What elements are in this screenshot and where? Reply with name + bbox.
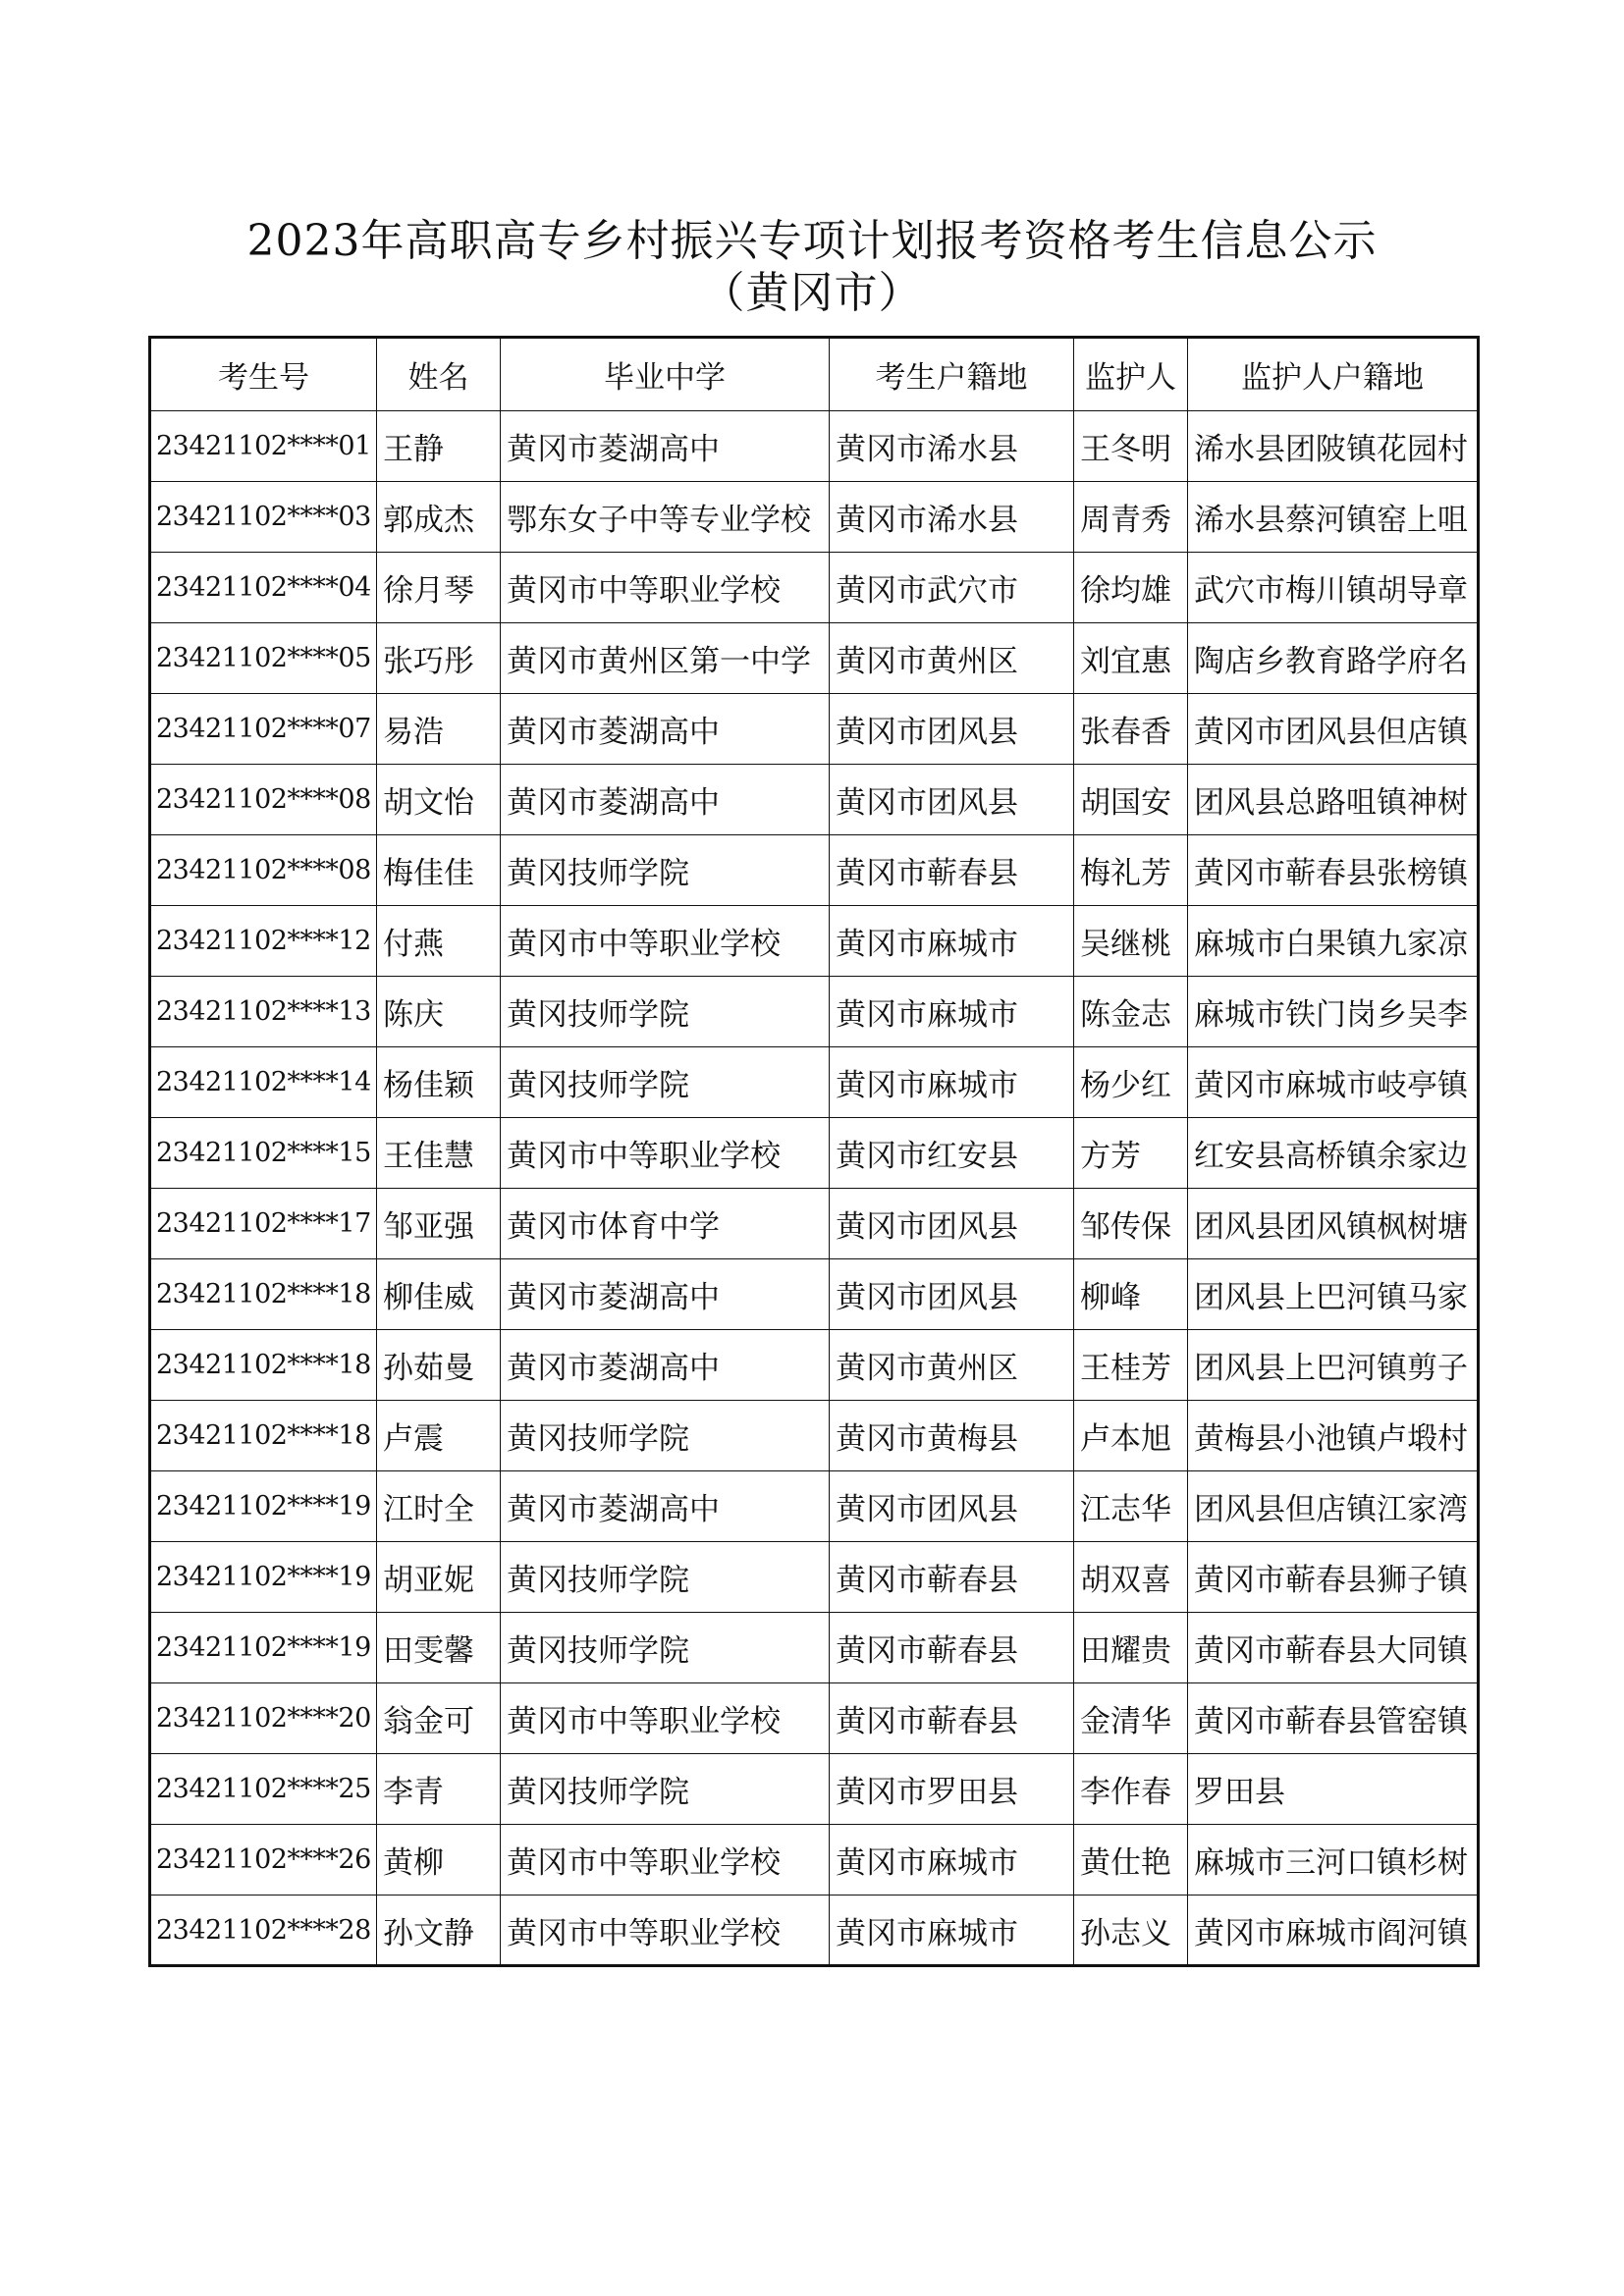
cell-guardian-registration: 浠水县蔡河镇窑上咀	[1188, 482, 1479, 553]
cell-household-registration: 黄冈市黄州区	[830, 1330, 1074, 1401]
cell-guardian-registration: 红安县高桥镇余家边	[1188, 1118, 1479, 1189]
cell-school: 黄冈市中等职业学校	[501, 553, 830, 623]
cell-candidate-id: 23421102****20	[150, 1683, 377, 1754]
cell-guardian: 杨少红	[1074, 1047, 1188, 1118]
cell-guardian: 王冬明	[1074, 411, 1188, 482]
cell-school: 鄂东女子中等专业学校	[501, 482, 830, 553]
table-row	[150, 1401, 1479, 1471]
cell-school: 黄冈技师学院	[501, 835, 830, 906]
table-row	[150, 1825, 1479, 1896]
table-row	[150, 1542, 1479, 1613]
header-household-registration: 考生户籍地	[830, 338, 1074, 411]
cell-household-registration: 黄冈市麻城市	[830, 1047, 1074, 1118]
cell-name: 陈庆	[377, 977, 501, 1047]
cell-name: 张巧彤	[377, 623, 501, 694]
cell-guardian-registration: 黄冈市蕲春县管窑镇	[1188, 1683, 1479, 1754]
cell-guardian: 田耀贵	[1074, 1613, 1188, 1683]
candidate-table	[148, 336, 1480, 1967]
cell-school: 黄冈市黄州区第一中学	[501, 623, 830, 694]
table-row	[150, 1259, 1479, 1330]
cell-school: 黄冈市中等职业学校	[501, 906, 830, 977]
cell-candidate-id: 23421102****14	[150, 1047, 377, 1118]
cell-guardian: 孙志义	[1074, 1896, 1188, 1966]
cell-guardian-registration: 黄冈市蕲春县大同镇	[1188, 1613, 1479, 1683]
cell-household-registration: 黄冈市团风县	[830, 694, 1074, 765]
cell-name: 孙茹曼	[377, 1330, 501, 1401]
cell-guardian-registration: 武穴市梅川镇胡导章	[1188, 553, 1479, 623]
cell-household-registration: 黄冈市蕲春县	[830, 835, 1074, 906]
cell-school: 黄冈市菱湖高中	[501, 765, 830, 835]
cell-candidate-id: 23421102****01	[150, 411, 377, 482]
header-candidate-id: 考生号	[150, 338, 377, 411]
cell-guardian-registration: 陶店乡教育路学府名	[1188, 623, 1479, 694]
cell-school: 黄冈市体育中学	[501, 1189, 830, 1259]
cell-guardian: 柳峰	[1074, 1259, 1188, 1330]
cell-candidate-id: 23421102****07	[150, 694, 377, 765]
cell-school: 黄冈技师学院	[501, 1754, 830, 1825]
table-row	[150, 906, 1479, 977]
cell-school: 黄冈市中等职业学校	[501, 1118, 830, 1189]
cell-school: 黄冈市菱湖高中	[501, 1471, 830, 1542]
cell-name: 易浩	[377, 694, 501, 765]
cell-name: 梅佳佳	[377, 835, 501, 906]
cell-candidate-id: 23421102****26	[150, 1825, 377, 1896]
table-row	[150, 1047, 1479, 1118]
cell-guardian-registration: 黄梅县小池镇卢塅村	[1188, 1401, 1479, 1471]
cell-guardian-registration: 黄冈市团风县但店镇	[1188, 694, 1479, 765]
cell-name: 胡文怡	[377, 765, 501, 835]
cell-candidate-id: 23421102****28	[150, 1896, 377, 1966]
cell-household-registration: 黄冈市蕲春县	[830, 1542, 1074, 1613]
cell-school: 黄冈市菱湖高中	[501, 1330, 830, 1401]
document-title: 2023年高职高专乡村振兴专项计划报考资格考生信息公示	[246, 216, 1378, 266]
cell-guardian-registration: 黄冈市蕲春县张榜镇	[1188, 835, 1479, 906]
document-subtitle: （黄冈市）	[701, 268, 923, 318]
table-row	[150, 1754, 1479, 1825]
cell-candidate-id: 23421102****19	[150, 1542, 377, 1613]
cell-candidate-id: 23421102****05	[150, 623, 377, 694]
cell-guardian: 徐均雄	[1074, 553, 1188, 623]
cell-guardian: 王桂芳	[1074, 1330, 1188, 1401]
cell-school: 黄冈市菱湖高中	[501, 694, 830, 765]
header-name: 姓名	[377, 338, 501, 411]
cell-name: 王静	[377, 411, 501, 482]
cell-guardian: 卢本旭	[1074, 1401, 1188, 1471]
cell-household-registration: 黄冈市浠水县	[830, 411, 1074, 482]
cell-candidate-id: 23421102****18	[150, 1330, 377, 1401]
cell-household-registration: 黄冈市团风县	[830, 765, 1074, 835]
cell-guardian-registration: 罗田县	[1188, 1754, 1479, 1825]
header-school: 毕业中学	[501, 338, 830, 411]
table-row	[150, 1613, 1479, 1683]
table-row	[150, 765, 1479, 835]
cell-guardian-registration: 麻城市白果镇九家凉	[1188, 906, 1479, 977]
cell-guardian: 张春香	[1074, 694, 1188, 765]
cell-guardian-registration: 黄冈市麻城市阎河镇	[1188, 1896, 1479, 1966]
cell-household-registration: 黄冈市浠水县	[830, 482, 1074, 553]
cell-candidate-id: 23421102****13	[150, 977, 377, 1047]
table-row	[150, 694, 1479, 765]
cell-school: 黄冈市中等职业学校	[501, 1683, 830, 1754]
cell-household-registration: 黄冈市罗田县	[830, 1754, 1074, 1825]
cell-guardian-registration: 黄冈市麻城市岐亭镇	[1188, 1047, 1479, 1118]
cell-name: 李青	[377, 1754, 501, 1825]
cell-candidate-id: 23421102****25	[150, 1754, 377, 1825]
cell-household-registration: 黄冈市团风县	[830, 1471, 1074, 1542]
cell-household-registration: 黄冈市蕲春县	[830, 1683, 1074, 1754]
cell-candidate-id: 23421102****18	[150, 1259, 377, 1330]
cell-household-registration: 黄冈市麻城市	[830, 1896, 1074, 1966]
cell-guardian: 胡双喜	[1074, 1542, 1188, 1613]
cell-guardian: 金清华	[1074, 1683, 1188, 1754]
table-row	[150, 1189, 1479, 1259]
cell-school: 黄冈市中等职业学校	[501, 1896, 830, 1966]
cell-guardian-registration: 团风县团风镇枫树塘	[1188, 1189, 1479, 1259]
cell-name: 徐月琴	[377, 553, 501, 623]
cell-household-registration: 黄冈市黄梅县	[830, 1401, 1074, 1471]
cell-household-registration: 黄冈市武穴市	[830, 553, 1074, 623]
cell-name: 孙文静	[377, 1896, 501, 1966]
cell-school: 黄冈技师学院	[501, 1613, 830, 1683]
table-row	[150, 411, 1479, 482]
header-guardian-registration: 监护人户籍地	[1188, 338, 1479, 411]
cell-name: 翁金可	[377, 1683, 501, 1754]
cell-name: 杨佳颖	[377, 1047, 501, 1118]
cell-school: 黄冈技师学院	[501, 1401, 830, 1471]
header-guardian: 监护人	[1074, 338, 1188, 411]
cell-candidate-id: 23421102****03	[150, 482, 377, 553]
cell-candidate-id: 23421102****17	[150, 1189, 377, 1259]
cell-school: 黄冈技师学院	[501, 977, 830, 1047]
cell-name: 柳佳威	[377, 1259, 501, 1330]
cell-household-registration: 黄冈市麻城市	[830, 977, 1074, 1047]
cell-guardian: 邹传保	[1074, 1189, 1188, 1259]
table-body	[150, 411, 1479, 1966]
cell-household-registration: 黄冈市麻城市	[830, 906, 1074, 977]
cell-school: 黄冈市菱湖高中	[501, 1259, 830, 1330]
cell-household-registration: 黄冈市团风县	[830, 1189, 1074, 1259]
cell-school: 黄冈市菱湖高中	[501, 411, 830, 482]
table-row	[150, 1330, 1479, 1401]
cell-candidate-id: 23421102****08	[150, 835, 377, 906]
table-row	[150, 1683, 1479, 1754]
cell-guardian: 刘宜惠	[1074, 623, 1188, 694]
cell-name: 田雯馨	[377, 1613, 501, 1683]
cell-household-registration: 黄冈市蕲春县	[830, 1613, 1074, 1683]
cell-household-registration: 黄冈市麻城市	[830, 1825, 1074, 1896]
cell-name: 邹亚强	[377, 1189, 501, 1259]
table-row	[150, 835, 1479, 906]
cell-guardian: 梅礼芳	[1074, 835, 1188, 906]
cell-name: 付燕	[377, 906, 501, 977]
cell-guardian: 胡国安	[1074, 765, 1188, 835]
table-row	[150, 1896, 1479, 1966]
cell-name: 江时全	[377, 1471, 501, 1542]
cell-school: 黄冈技师学院	[501, 1047, 830, 1118]
cell-guardian: 周青秀	[1074, 482, 1188, 553]
table-row	[150, 623, 1479, 694]
cell-candidate-id: 23421102****08	[150, 765, 377, 835]
cell-guardian-registration: 麻城市三河口镇杉树	[1188, 1825, 1479, 1896]
cell-candidate-id: 23421102****15	[150, 1118, 377, 1189]
cell-name: 胡亚妮	[377, 1542, 501, 1613]
cell-guardian-registration: 团风县上巴河镇剪子	[1188, 1330, 1479, 1401]
cell-household-registration: 黄冈市红安县	[830, 1118, 1074, 1189]
table-row	[150, 482, 1479, 553]
cell-candidate-id: 23421102****19	[150, 1471, 377, 1542]
cell-candidate-id: 23421102****04	[150, 553, 377, 623]
table-row	[150, 553, 1479, 623]
cell-guardian: 李作春	[1074, 1754, 1188, 1825]
cell-name: 郭成杰	[377, 482, 501, 553]
cell-school: 黄冈市中等职业学校	[501, 1825, 830, 1896]
cell-candidate-id: 23421102****12	[150, 906, 377, 977]
table-row	[150, 1118, 1479, 1189]
cell-school: 黄冈技师学院	[501, 1542, 830, 1613]
cell-guardian: 吴继桃	[1074, 906, 1188, 977]
cell-candidate-id: 23421102****19	[150, 1613, 377, 1683]
cell-name: 黄柳	[377, 1825, 501, 1896]
cell-household-registration: 黄冈市黄州区	[830, 623, 1074, 694]
table-row	[150, 977, 1479, 1047]
cell-name: 王佳慧	[377, 1118, 501, 1189]
cell-guardian: 方芳	[1074, 1118, 1188, 1189]
cell-guardian-registration: 团风县但店镇江家湾	[1188, 1471, 1479, 1542]
cell-guardian-registration: 团风县上巴河镇马家	[1188, 1259, 1479, 1330]
cell-name: 卢震	[377, 1401, 501, 1471]
cell-guardian: 黄仕艳	[1074, 1825, 1188, 1896]
cell-household-registration: 黄冈市团风县	[830, 1259, 1074, 1330]
cell-candidate-id: 23421102****18	[150, 1401, 377, 1471]
cell-guardian: 陈金志	[1074, 977, 1188, 1047]
cell-guardian-registration: 麻城市铁门岗乡吴李	[1188, 977, 1479, 1047]
cell-guardian-registration: 团风县总路咀镇神树	[1188, 765, 1479, 835]
cell-guardian-registration: 黄冈市蕲春县狮子镇	[1188, 1542, 1479, 1613]
cell-guardian: 江志华	[1074, 1471, 1188, 1542]
cell-guardian-registration: 浠水县团陂镇花园村	[1188, 411, 1479, 482]
table-header-row	[150, 338, 1479, 411]
table-row	[150, 1471, 1479, 1542]
